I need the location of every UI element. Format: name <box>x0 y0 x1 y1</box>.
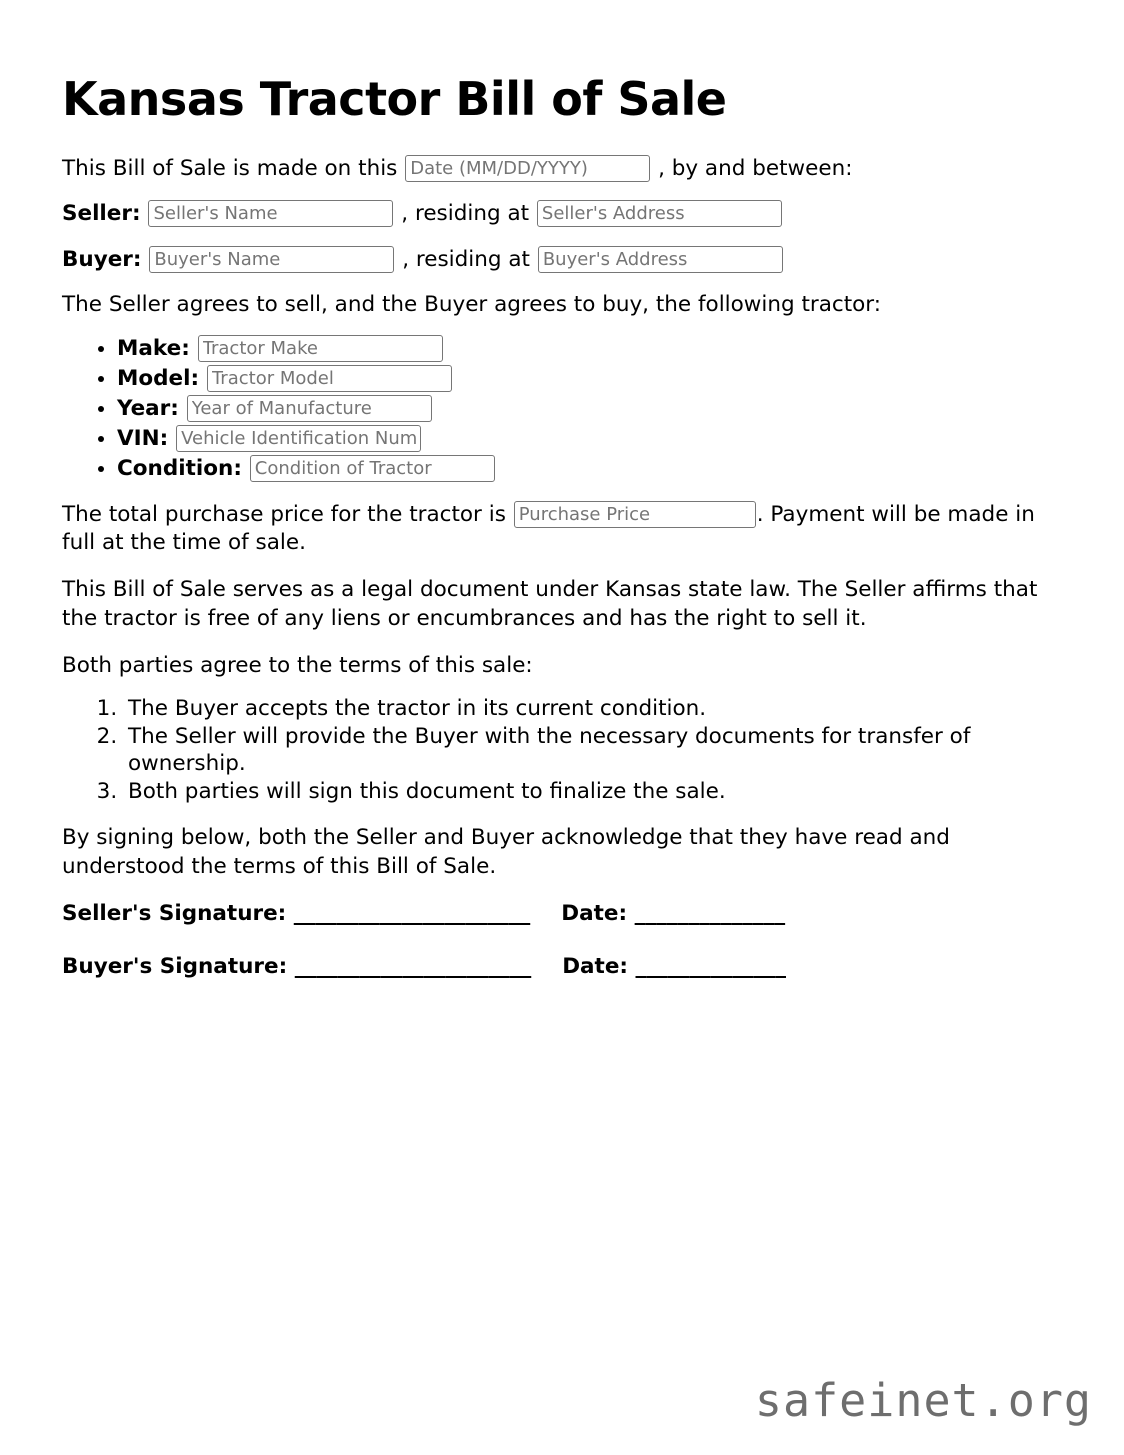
seller-date-label: Date: <box>561 901 628 927</box>
buyer-label: Buyer: <box>62 246 142 272</box>
vin-label: VIN: <box>117 425 169 451</box>
make-input[interactable] <box>198 335 443 362</box>
site-watermark: safeinet.org <box>754 1374 1092 1427</box>
seller-line <box>62 200 1062 228</box>
seller-date-line[interactable]: ______________ <box>634 901 786 927</box>
buyer-address-input[interactable] <box>538 246 783 273</box>
buyer-signature-line[interactable]: ______________________ <box>294 953 532 979</box>
terms-intro-paragraph: Both parties agree to the terms of this sale: <box>62 653 533 678</box>
date-line <box>62 155 1062 183</box>
make-label: Make: <box>117 335 190 361</box>
date-outro-text: , by and between: <box>658 156 853 181</box>
seller-signature-line[interactable]: ______________________ <box>293 901 531 927</box>
acknowledgement-paragraph: By signing below, both the Seller and Buyer acknowledge that they have read and understood the terms of this Bill of Sale. <box>62 825 950 879</box>
condition-label: Condition: <box>117 455 242 481</box>
seller-signature-row <box>62 900 1062 928</box>
seller-residing-text: , residing at <box>401 201 530 227</box>
list-item-make <box>117 335 1062 362</box>
date-intro-text: This Bill of Sale is made on this <box>62 156 398 181</box>
buyer-line <box>62 246 1062 274</box>
price-before-text: The total purchase price for the tractor is <box>62 501 506 527</box>
seller-label: Seller: <box>62 201 141 227</box>
tractor-details-list <box>62 335 1062 482</box>
buyer-signature-row <box>62 953 1062 981</box>
buyer-date-line[interactable]: ______________ <box>635 953 786 979</box>
buyer-date-label: Date: <box>562 953 628 979</box>
terms-list <box>62 695 1062 805</box>
buyer-signature-label: Buyer's Signature: <box>62 953 288 979</box>
seller-name-input[interactable] <box>148 200 393 227</box>
tractor-intro-paragraph: The Seller agrees to sell, and the Buyer agrees to buy, the following tractor: <box>62 292 882 318</box>
list-item-condition <box>117 455 1062 482</box>
buyer-name-input[interactable] <box>149 246 394 273</box>
page-title: Kansas Tractor Bill of Sale <box>62 72 727 126</box>
year-label: Year: <box>117 395 179 421</box>
list-item-term-1: 1. The Buyer accepts the tractor in its current condition. <box>124 695 1062 723</box>
legal-paragraph: This Bill of Sale serves as a legal document under Kansas state law. The Seller affirms that the tractor is free of any liens or encumbrances and has the right to sell it. <box>62 577 1038 631</box>
list-item-vin <box>117 425 1062 452</box>
purchase-price-paragraph <box>62 501 1062 558</box>
model-label: Model: <box>117 365 200 391</box>
year-input[interactable] <box>187 395 432 422</box>
vin-input[interactable] <box>176 425 421 452</box>
list-item-year <box>117 395 1062 422</box>
seller-address-input[interactable] <box>537 200 782 227</box>
purchase-price-input[interactable] <box>514 501 756 528</box>
price-after-text: . Payment will be made in full at the time of sale. <box>62 501 1035 555</box>
document-body <box>62 155 1062 1005</box>
list-item-model <box>117 365 1062 392</box>
seller-signature-label: Seller's Signature: <box>62 901 287 927</box>
date-input[interactable] <box>405 155 650 182</box>
list-item-term-2: 2. The Seller will provide the Buyer with the necessary documents for transfer of ownership. <box>124 723 1062 778</box>
model-input[interactable] <box>207 365 452 392</box>
buyer-residing-text: , residing at <box>402 246 530 272</box>
condition-input[interactable] <box>250 455 495 482</box>
list-item-term-3: 3. Both parties will sign this document to finalize the sale. <box>124 778 1062 806</box>
